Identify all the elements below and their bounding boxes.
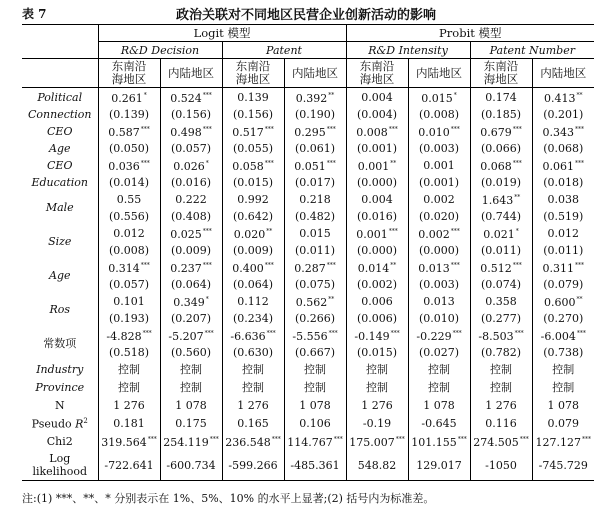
se-cell: (0.006): [346, 310, 408, 326]
stat-cell: 114.767***: [284, 432, 346, 450]
coef-cell: -6.004***: [532, 326, 594, 344]
se-cell: (0.560): [160, 344, 222, 360]
se-cell: (0.556): [98, 208, 160, 224]
se-cell: (0.068): [532, 140, 594, 156]
significance-stars: ***: [512, 160, 522, 167]
stat-cell: 1 276: [98, 396, 160, 414]
stat-cell: 0.079: [532, 414, 594, 432]
significance-stars: **: [328, 92, 335, 99]
significance-stars: ***: [326, 262, 336, 269]
control-cell: 控制: [160, 378, 222, 396]
significance-stars: ***: [388, 228, 398, 235]
se-cell: (0.201): [532, 106, 594, 122]
se-cell: (0.234): [222, 310, 284, 326]
subgroup-header: R&D Intensity: [346, 42, 470, 59]
variable-name: Age: [49, 268, 71, 282]
coef-cell: -0.229***: [408, 326, 470, 344]
control-cell: 控制: [346, 360, 408, 378]
significance-stars: ***: [450, 262, 460, 269]
se-cell: (0.016): [346, 208, 408, 224]
stat-row: [22, 432, 594, 450]
stat-cell: 1 078: [532, 396, 594, 414]
coef-cell: 0.218: [284, 190, 346, 208]
stat-cell: -0.19: [346, 414, 408, 432]
se-cell: (0.018): [532, 174, 594, 190]
variable-name: 常数项: [43, 336, 77, 350]
significance-stars: ***: [326, 126, 336, 133]
se-cell: (0.020): [408, 208, 470, 224]
coef-cell: 0.020**: [222, 224, 284, 242]
se-cell: (0.057): [160, 140, 222, 156]
table-title: 政治关联对不同地区民营企业创新活动的影响: [175, 8, 436, 23]
significance-stars: *: [205, 160, 209, 167]
stat-cell: 1 078: [284, 396, 346, 414]
region-header: 内陆地区: [160, 59, 222, 88]
coef-cell: 0.413**: [532, 88, 594, 107]
se-cell: (0.011): [284, 242, 346, 258]
control-cell: 控制: [98, 360, 160, 378]
regression-table: [22, 24, 594, 481]
se-cell: (0.027): [408, 344, 470, 360]
se-cell: (0.010): [408, 310, 470, 326]
region-header: 内陆地区: [532, 59, 594, 88]
se-cell: (0.064): [222, 276, 284, 292]
se-cell: (0.000): [346, 242, 408, 258]
coef-cell: 0.314***: [98, 258, 160, 276]
se-cell: (0.630): [222, 344, 284, 360]
coef-cell: -0.149***: [346, 326, 408, 344]
stat-cell: 319.564***: [98, 432, 160, 450]
coef-cell: -5.207***: [160, 326, 222, 344]
se-cell: (0.000): [408, 242, 470, 258]
control-name: Industry: [36, 362, 84, 376]
stat-name: N: [54, 398, 65, 412]
coef-cell: 0.013: [408, 292, 470, 310]
se-cell: (0.057): [98, 276, 160, 292]
coef-cell: 0.222: [160, 190, 222, 208]
coef-cell: -8.503***: [470, 326, 532, 344]
coef-cell: 0.237***: [160, 258, 222, 276]
coef-cell: 0.512***: [470, 258, 532, 276]
table-caption: [0, 4, 612, 22]
se-cell: (0.519): [532, 208, 594, 224]
significance-stars: ***: [575, 126, 585, 133]
stat-cell: 101.155***: [408, 432, 470, 450]
variable-name: CEO: [47, 158, 73, 172]
se-cell: (0.193): [98, 310, 160, 326]
se-cell: (0.738): [532, 344, 594, 360]
stat-cell: -722.641: [98, 450, 160, 481]
significance-stars: ***: [576, 330, 586, 337]
se-row: [22, 344, 594, 360]
se-cell: (0.050): [98, 140, 160, 156]
coef-cell: 0.349*: [160, 292, 222, 310]
significance-stars: ***: [202, 126, 212, 133]
control-cell: 控制: [222, 360, 284, 378]
subgroup-header-row: [22, 42, 594, 59]
variable-name-cont: Connection: [27, 107, 92, 121]
se-cell: (0.001): [408, 174, 470, 190]
control-cell: 控制: [98, 378, 160, 396]
stat-cell: 175.007***: [346, 432, 408, 450]
significance-stars: ***: [264, 160, 274, 167]
significance-stars: **: [576, 92, 583, 99]
significance-stars: ***: [328, 330, 338, 337]
region-header: 东南沿 海地区: [222, 59, 284, 88]
se-cell: (0.004): [346, 106, 408, 122]
coef-cell: 0.001: [408, 156, 470, 174]
corner-cell: [22, 42, 98, 59]
variable-name: Ros: [49, 302, 71, 316]
coef-cell: 0.524***: [160, 88, 222, 107]
se-cell: (0.003): [408, 276, 470, 292]
superscript: 2: [83, 417, 88, 426]
region-header: 东南沿 海地区: [346, 59, 408, 88]
significance-stars: ***: [514, 330, 524, 337]
coef-row: [22, 88, 594, 107]
significance-stars: ***: [202, 262, 212, 269]
significance-stars: ***: [142, 330, 152, 337]
coef-row: [22, 258, 594, 276]
significance-stars: ***: [519, 436, 529, 443]
se-cell: (0.266): [284, 310, 346, 326]
stat-cell: 0.181: [98, 414, 160, 432]
coef-row: [22, 326, 594, 344]
se-row: [22, 140, 594, 156]
control-name: Province: [35, 380, 85, 394]
stat-cell: -485.361: [284, 450, 346, 481]
significance-stars: ***: [333, 436, 343, 443]
table-note: 注:(1) ***、**、* 分别表示在 1%、5%、10% 的水平上显著;(2) 括号内为标准差。: [22, 492, 435, 505]
coef-cell: 0.014**: [346, 258, 408, 276]
coef-cell: 0.001**: [346, 156, 408, 174]
group-header-row: [22, 25, 594, 42]
coef-row: [22, 122, 594, 140]
coef-cell: 0.112: [222, 292, 284, 310]
coef-cell: 0.058***: [222, 156, 284, 174]
subgroup-header: R&D Decision: [98, 42, 222, 59]
coef-cell: 0.004: [346, 190, 408, 208]
coef-row: [22, 156, 594, 174]
stat-name: Log likelihood: [22, 450, 98, 481]
stat-cell: -599.266: [222, 450, 284, 481]
region-header-row: [22, 59, 594, 88]
stat-cell: 129.017: [408, 450, 470, 481]
se-cell: (0.408): [160, 208, 222, 224]
significance-stars: ***: [266, 330, 276, 337]
significance-stars: ***: [264, 262, 274, 269]
significance-stars: *: [453, 92, 457, 99]
subgroup-header: Patent: [222, 42, 346, 59]
significance-stars: ***: [457, 436, 467, 443]
se-cell: (0.017): [284, 174, 346, 190]
significance-stars: **: [514, 194, 521, 201]
control-cell: 控制: [284, 378, 346, 396]
se-cell: (0.011): [470, 242, 532, 258]
corner-cell: [22, 59, 98, 88]
se-cell: (0.518): [98, 344, 160, 360]
stat-cell: -1050: [470, 450, 532, 481]
coef-cell: 0.002: [408, 190, 470, 208]
stat-cell: 1 276: [346, 396, 408, 414]
coef-cell: 0.55: [98, 190, 160, 208]
variable-name: Political: [37, 90, 83, 104]
region-header: 内陆地区: [408, 59, 470, 88]
coef-row: [22, 292, 594, 310]
se-cell: (0.000): [346, 174, 408, 190]
se-row: [22, 242, 594, 258]
stat-cell: 254.119***: [160, 432, 222, 450]
coef-cell: 0.101: [98, 292, 160, 310]
coef-cell: 0.015: [284, 224, 346, 242]
coef-cell: 0.051***: [284, 156, 346, 174]
control-cell: 控制: [532, 360, 594, 378]
control-cell: 控制: [532, 378, 594, 396]
se-cell: (0.055): [222, 140, 284, 156]
coef-cell: 0.004: [346, 88, 408, 107]
region-header: 东南沿 海地区: [470, 59, 532, 88]
stat-cell: 127.127***: [532, 432, 594, 450]
coef-cell: 0.311***: [532, 258, 594, 276]
coef-cell: 0.068***: [470, 156, 532, 174]
coef-cell: 0.400***: [222, 258, 284, 276]
se-row: [22, 174, 594, 190]
coef-cell: 0.174: [470, 88, 532, 107]
significance-stars: ***: [582, 436, 592, 443]
control-cell: 控制: [222, 378, 284, 396]
stat-cell: -0.645: [408, 414, 470, 432]
stat-cell: 0.175: [160, 414, 222, 432]
significance-stars: *: [205, 296, 209, 303]
corner-cell: [22, 25, 98, 42]
variable-name-cont: Education: [31, 175, 89, 189]
coef-cell: 0.001***: [346, 224, 408, 242]
stat-row: [22, 450, 594, 481]
group-header: Logit 模型: [98, 25, 346, 42]
variable-name: Male: [45, 200, 74, 214]
se-cell: (0.074): [470, 276, 532, 292]
coef-cell: -4.828***: [98, 326, 160, 344]
variable-name-cont: Age: [49, 141, 71, 155]
significance-stars: ***: [575, 262, 585, 269]
se-row: [22, 310, 594, 326]
se-cell: (0.066): [470, 140, 532, 156]
control-cell: 控制: [346, 378, 408, 396]
stat-cell: -745.729: [532, 450, 594, 481]
se-cell: (0.642): [222, 208, 284, 224]
coef-cell: 0.026*: [160, 156, 222, 174]
stat-cell: -600.734: [160, 450, 222, 481]
se-cell: (0.782): [470, 344, 532, 360]
coef-row: [22, 190, 594, 208]
se-cell: (0.008): [408, 106, 470, 122]
significance-stars: ***: [209, 436, 219, 443]
coef-cell: 1.643**: [470, 190, 532, 208]
stat-cell: 1 078: [160, 396, 222, 414]
se-cell: (0.009): [160, 242, 222, 258]
control-cell: 控制: [284, 360, 346, 378]
stat-cell: 1 078: [408, 396, 470, 414]
coef-cell: 0.021*: [470, 224, 532, 242]
se-cell: (0.482): [284, 208, 346, 224]
coef-cell: 0.343***: [532, 122, 594, 140]
control-row: [22, 378, 594, 396]
se-cell: (0.001): [346, 140, 408, 156]
coef-cell: 0.498***: [160, 122, 222, 140]
se-cell: (0.019): [470, 174, 532, 190]
stat-cell: 0.165: [222, 414, 284, 432]
coef-cell: 0.392**: [284, 88, 346, 107]
coef-cell: 0.287***: [284, 258, 346, 276]
se-row: [22, 208, 594, 224]
significance-stars: ***: [264, 126, 274, 133]
se-cell: (0.139): [98, 106, 160, 122]
coef-cell: 0.600**: [532, 292, 594, 310]
coef-row: [22, 224, 594, 242]
se-cell: (0.744): [470, 208, 532, 224]
coef-cell: 0.002***: [408, 224, 470, 242]
coef-cell: 0.013***: [408, 258, 470, 276]
control-cell: 控制: [408, 360, 470, 378]
significance-stars: ***: [140, 262, 150, 269]
se-cell: (0.002): [346, 276, 408, 292]
significance-stars: ***: [204, 330, 214, 337]
se-cell: (0.667): [284, 344, 346, 360]
stat-row: [22, 396, 594, 414]
control-row: [22, 360, 594, 378]
significance-stars: ***: [147, 436, 157, 443]
r-symbol: R: [75, 417, 84, 431]
control-cell: 控制: [408, 378, 470, 396]
coef-cell: 0.025***: [160, 224, 222, 242]
se-cell: (0.061): [284, 140, 346, 156]
significance-stars: **: [266, 228, 273, 235]
significance-stars: ***: [450, 126, 460, 133]
coef-cell: 0.012: [98, 224, 160, 242]
region-header: 东南沿 海地区: [98, 59, 160, 88]
stat-cell: 0.116: [470, 414, 532, 432]
coef-cell: 0.008***: [346, 122, 408, 140]
se-cell: (0.079): [532, 276, 594, 292]
se-cell: (0.270): [532, 310, 594, 326]
significance-stars: ***: [202, 92, 212, 99]
group-header: Probit 模型: [346, 25, 594, 42]
coef-cell: 0.012: [532, 224, 594, 242]
control-cell: 控制: [470, 378, 532, 396]
se-cell: (0.016): [160, 174, 222, 190]
subgroup-header: Patent Number: [470, 42, 594, 59]
coef-cell: 0.679***: [470, 122, 532, 140]
significance-stars: **: [328, 296, 335, 303]
coef-cell: 0.061***: [532, 156, 594, 174]
coef-cell: 0.010***: [408, 122, 470, 140]
se-cell: (0.185): [470, 106, 532, 122]
se-cell: (0.075): [284, 276, 346, 292]
coef-cell: 0.036***: [98, 156, 160, 174]
significance-stars: ***: [452, 330, 462, 337]
stat-cell: 1 276: [470, 396, 532, 414]
se-cell: (0.277): [470, 310, 532, 326]
significance-stars: *: [143, 92, 147, 99]
se-row: [22, 276, 594, 292]
significance-stars: **: [576, 296, 583, 303]
coef-cell: 0.139: [222, 88, 284, 107]
control-cell: 控制: [160, 360, 222, 378]
region-header: 内陆地区: [284, 59, 346, 88]
significance-stars: ***: [326, 160, 336, 167]
significance-stars: ***: [575, 160, 585, 167]
significance-stars: ***: [140, 126, 150, 133]
stat-cell: 0.106: [284, 414, 346, 432]
coef-cell: 0.295***: [284, 122, 346, 140]
coef-cell: 0.261*: [98, 88, 160, 107]
se-cell: (0.190): [284, 106, 346, 122]
se-cell: (0.207): [160, 310, 222, 326]
control-cell: 控制: [470, 360, 532, 378]
coef-cell: -5.556***: [284, 326, 346, 344]
significance-stars: ***: [395, 436, 405, 443]
significance-stars: ***: [450, 228, 460, 235]
stat-name: Chi2: [46, 434, 73, 448]
stat-row: [22, 414, 594, 432]
stat-cell: 236.548***: [222, 432, 284, 450]
table-label: 表 7: [22, 7, 47, 21]
stat-name: Pseudo $R^2$: [31, 417, 88, 431]
se-cell: (0.011): [532, 242, 594, 258]
significance-stars: ***: [512, 262, 522, 269]
se-cell: (0.009): [222, 242, 284, 258]
se-cell: (0.064): [160, 276, 222, 292]
se-cell: (0.156): [222, 106, 284, 122]
coef-cell: 0.006: [346, 292, 408, 310]
se-row: [22, 106, 594, 122]
significance-stars: ***: [271, 436, 281, 443]
se-cell: (0.014): [98, 174, 160, 190]
significance-stars: ***: [388, 126, 398, 133]
se-cell: (0.015): [222, 174, 284, 190]
significance-stars: ***: [512, 126, 522, 133]
se-cell: (0.015): [346, 344, 408, 360]
significance-stars: **: [390, 160, 397, 167]
significance-stars: ***: [390, 330, 400, 337]
coef-cell: 0.015*: [408, 88, 470, 107]
se-cell: (0.003): [408, 140, 470, 156]
coef-cell: -6.636***: [222, 326, 284, 344]
significance-stars: *: [515, 228, 519, 235]
se-cell: (0.156): [160, 106, 222, 122]
variable-name: CEO: [47, 124, 73, 138]
stat-cell: 548.82: [346, 450, 408, 481]
coef-cell: 0.562**: [284, 292, 346, 310]
stat-cell: 1 276: [222, 396, 284, 414]
variable-name: Size: [48, 234, 72, 248]
coef-cell: 0.038: [532, 190, 594, 208]
stat-cell: 274.505***: [470, 432, 532, 450]
significance-stars: **: [390, 262, 397, 269]
se-cell: (0.008): [98, 242, 160, 258]
coef-cell: 0.358: [470, 292, 532, 310]
coef-cell: 0.517***: [222, 122, 284, 140]
significance-stars: ***: [140, 160, 150, 167]
coef-cell: 0.587***: [98, 122, 160, 140]
coef-cell: 0.992: [222, 190, 284, 208]
significance-stars: ***: [202, 228, 212, 235]
